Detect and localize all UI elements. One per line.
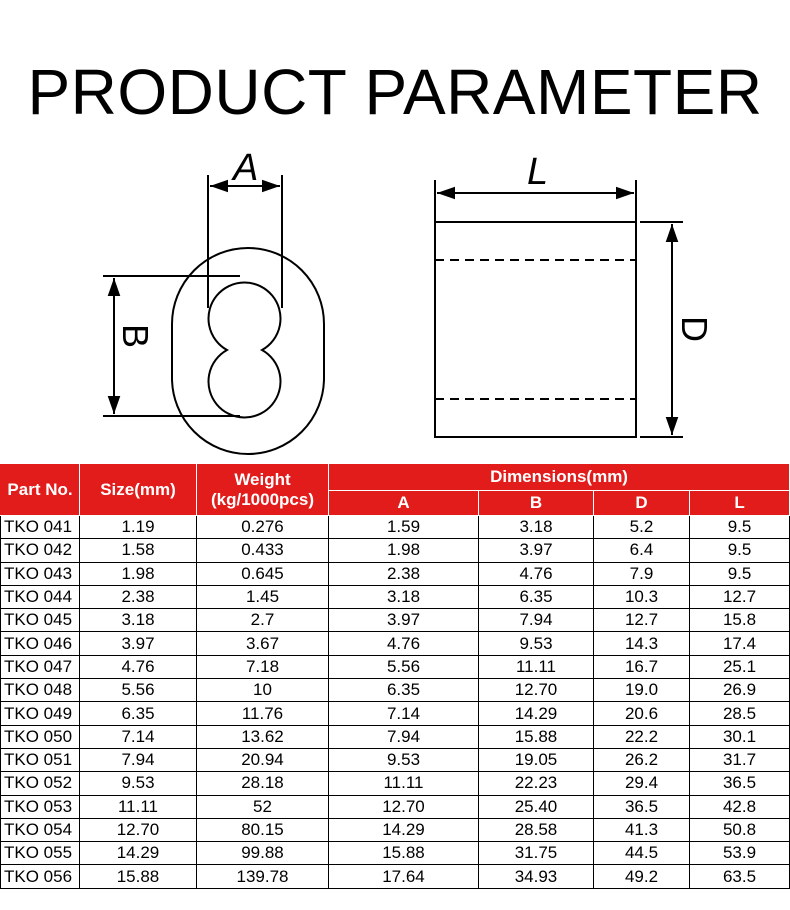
cell-size: 11.11 — [80, 795, 197, 818]
header-size: Size(mm) — [80, 464, 197, 516]
table-row — [1, 539, 790, 562]
cell-weight: 2.7 — [197, 609, 329, 632]
cell-dim-b: 3.18 — [479, 516, 594, 539]
cell-dim-b: 3.97 — [479, 539, 594, 562]
cell-dim-a: 4.76 — [329, 632, 479, 655]
cell-size: 12.70 — [80, 818, 197, 841]
cell-size: 5.56 — [80, 679, 197, 702]
cell-part-no: TKO 050 — [1, 725, 80, 748]
cell-dim-d: 29.4 — [594, 772, 690, 795]
front-view — [103, 175, 324, 454]
cell-dim-l: 15.8 — [690, 609, 790, 632]
header-dimensions: Dimensions(mm) — [329, 464, 790, 491]
cell-dim-d: 12.7 — [594, 609, 690, 632]
cell-weight: 10 — [197, 679, 329, 702]
table-row — [1, 679, 790, 702]
cell-dim-a: 1.59 — [329, 516, 479, 539]
cell-part-no: TKO 056 — [1, 865, 80, 888]
cell-dim-a: 2.38 — [329, 562, 479, 585]
cell-dim-b: 31.75 — [479, 842, 594, 865]
cell-part-no: TKO 053 — [1, 795, 80, 818]
cell-weight: 20.94 — [197, 748, 329, 771]
label-a: A — [233, 147, 259, 189]
header-col-b: B — [479, 491, 594, 516]
cell-dim-d: 44.5 — [594, 842, 690, 865]
cell-size: 7.14 — [80, 725, 197, 748]
cell-dim-l: 25.1 — [690, 655, 790, 678]
cell-dim-b: 14.29 — [479, 702, 594, 725]
header-part-no: Part No. — [1, 464, 80, 516]
cell-dim-a: 11.11 — [329, 772, 479, 795]
cell-size: 2.38 — [80, 585, 197, 608]
cell-dim-l: 9.5 — [690, 516, 790, 539]
side-view — [435, 180, 683, 437]
cell-dim-a: 17.64 — [329, 865, 479, 888]
sleeve-outline — [172, 248, 324, 454]
cell-weight: 11.76 — [197, 702, 329, 725]
cell-part-no: TKO 046 — [1, 632, 80, 655]
cell-dim-a: 12.70 — [329, 795, 479, 818]
cell-dim-b: 28.58 — [479, 818, 594, 841]
cell-part-no: TKO 055 — [1, 842, 80, 865]
cell-dim-d: 20.6 — [594, 702, 690, 725]
header-col-d: D — [594, 491, 690, 516]
cell-weight: 13.62 — [197, 725, 329, 748]
table-row — [1, 585, 790, 608]
cell-dim-d: 36.5 — [594, 795, 690, 818]
label-b: B — [115, 324, 156, 349]
header-col-a: A — [329, 491, 479, 516]
cell-part-no: TKO 048 — [1, 679, 80, 702]
cell-size: 9.53 — [80, 772, 197, 795]
cell-dim-l: 36.5 — [690, 772, 790, 795]
cell-dim-a: 1.98 — [329, 539, 479, 562]
header-weight-line2: (kg/1000pcs) — [211, 489, 314, 509]
cell-dim-b: 12.70 — [479, 679, 594, 702]
cell-weight: 80.15 — [197, 818, 329, 841]
cell-weight: 0.433 — [197, 539, 329, 562]
table-body — [1, 516, 790, 889]
cell-dim-b: 34.93 — [479, 865, 594, 888]
cell-dim-b: 6.35 — [479, 585, 594, 608]
table-row — [1, 632, 790, 655]
table-row — [1, 516, 790, 539]
cell-dim-l: 28.5 — [690, 702, 790, 725]
cell-dim-a: 15.88 — [329, 842, 479, 865]
cell-part-no: TKO 043 — [1, 562, 80, 585]
cell-dim-b: 25.40 — [479, 795, 594, 818]
cell-size: 7.94 — [80, 748, 197, 771]
cell-size: 4.76 — [80, 655, 197, 678]
table-row — [1, 748, 790, 771]
cell-weight: 52 — [197, 795, 329, 818]
cell-dim-d: 7.9 — [594, 562, 690, 585]
cell-dim-a: 7.94 — [329, 725, 479, 748]
table-row — [1, 842, 790, 865]
label-d: D — [674, 316, 715, 342]
cell-dim-a: 14.29 — [329, 818, 479, 841]
page-title: PRODUCT PARAMETER — [27, 56, 763, 128]
cell-size: 6.35 — [80, 702, 197, 725]
cell-weight: 0.276 — [197, 516, 329, 539]
cell-dim-b: 22.23 — [479, 772, 594, 795]
parameter-table — [0, 463, 790, 889]
cell-dim-l: 12.7 — [690, 585, 790, 608]
cell-dim-a: 3.18 — [329, 585, 479, 608]
cell-dim-b: 15.88 — [479, 725, 594, 748]
cell-dim-l: 17.4 — [690, 632, 790, 655]
cell-dim-d: 6.4 — [594, 539, 690, 562]
cell-dim-d: 41.3 — [594, 818, 690, 841]
cell-dim-l: 63.5 — [690, 865, 790, 888]
cell-dim-a: 6.35 — [329, 679, 479, 702]
header-weight — [197, 464, 329, 516]
cell-dim-l: 53.9 — [690, 842, 790, 865]
cell-part-no: TKO 044 — [1, 585, 80, 608]
cell-dim-l: 30.1 — [690, 725, 790, 748]
cell-dim-d: 22.2 — [594, 725, 690, 748]
table-row — [1, 609, 790, 632]
cell-weight: 0.645 — [197, 562, 329, 585]
header-weight-line1: Weight — [234, 469, 291, 489]
cell-dim-b: 7.94 — [479, 609, 594, 632]
cell-dim-d: 49.2 — [594, 865, 690, 888]
cell-part-no: TKO 045 — [1, 609, 80, 632]
cell-size: 1.98 — [80, 562, 197, 585]
cell-part-no: TKO 051 — [1, 748, 80, 771]
cell-size: 14.29 — [80, 842, 197, 865]
cell-weight: 28.18 — [197, 772, 329, 795]
cell-part-no: TKO 041 — [1, 516, 80, 539]
cell-dim-b: 11.11 — [479, 655, 594, 678]
cell-size: 1.19 — [80, 516, 197, 539]
table-row — [1, 795, 790, 818]
table-row — [1, 562, 790, 585]
cell-dim-l: 9.5 — [690, 539, 790, 562]
cell-size: 3.18 — [80, 609, 197, 632]
cell-dim-d: 16.7 — [594, 655, 690, 678]
cell-part-no: TKO 042 — [1, 539, 80, 562]
table-row — [1, 865, 790, 888]
cell-dim-b: 4.76 — [479, 562, 594, 585]
cell-weight: 99.88 — [197, 842, 329, 865]
table-row — [1, 725, 790, 748]
cell-dim-a: 9.53 — [329, 748, 479, 771]
cell-part-no: TKO 047 — [1, 655, 80, 678]
cell-part-no: TKO 054 — [1, 818, 80, 841]
table-row — [1, 772, 790, 795]
cell-dim-l: 42.8 — [690, 795, 790, 818]
cell-size: 3.97 — [80, 632, 197, 655]
table-row — [1, 655, 790, 678]
cell-dim-l: 50.8 — [690, 818, 790, 841]
cell-dim-l: 31.7 — [690, 748, 790, 771]
cell-dim-l: 26.9 — [690, 679, 790, 702]
cell-size: 1.58 — [80, 539, 197, 562]
table-row — [1, 818, 790, 841]
cell-weight: 1.45 — [197, 585, 329, 608]
cell-dim-b: 9.53 — [479, 632, 594, 655]
cell-weight: 139.78 — [197, 865, 329, 888]
cell-dim-d: 14.3 — [594, 632, 690, 655]
cell-dim-d: 26.2 — [594, 748, 690, 771]
cell-dim-d: 5.2 — [594, 516, 690, 539]
cell-dim-a: 7.14 — [329, 702, 479, 725]
cell-dim-a: 3.97 — [329, 609, 479, 632]
cell-weight: 3.67 — [197, 632, 329, 655]
table-row — [1, 702, 790, 725]
cell-dim-d: 19.0 — [594, 679, 690, 702]
cell-dim-b: 19.05 — [479, 748, 594, 771]
header-col-l: L — [690, 491, 790, 516]
sleeve-side-outline — [435, 222, 636, 437]
cell-weight: 7.18 — [197, 655, 329, 678]
figure-eight-hole — [209, 283, 281, 418]
product-drawing — [0, 140, 790, 460]
label-l: L — [527, 151, 549, 193]
cell-dim-l: 9.5 — [690, 562, 790, 585]
cell-dim-a: 5.56 — [329, 655, 479, 678]
cell-part-no: TKO 052 — [1, 772, 80, 795]
cell-part-no: TKO 049 — [1, 702, 80, 725]
cell-size: 15.88 — [80, 865, 197, 888]
cell-dim-d: 10.3 — [594, 585, 690, 608]
